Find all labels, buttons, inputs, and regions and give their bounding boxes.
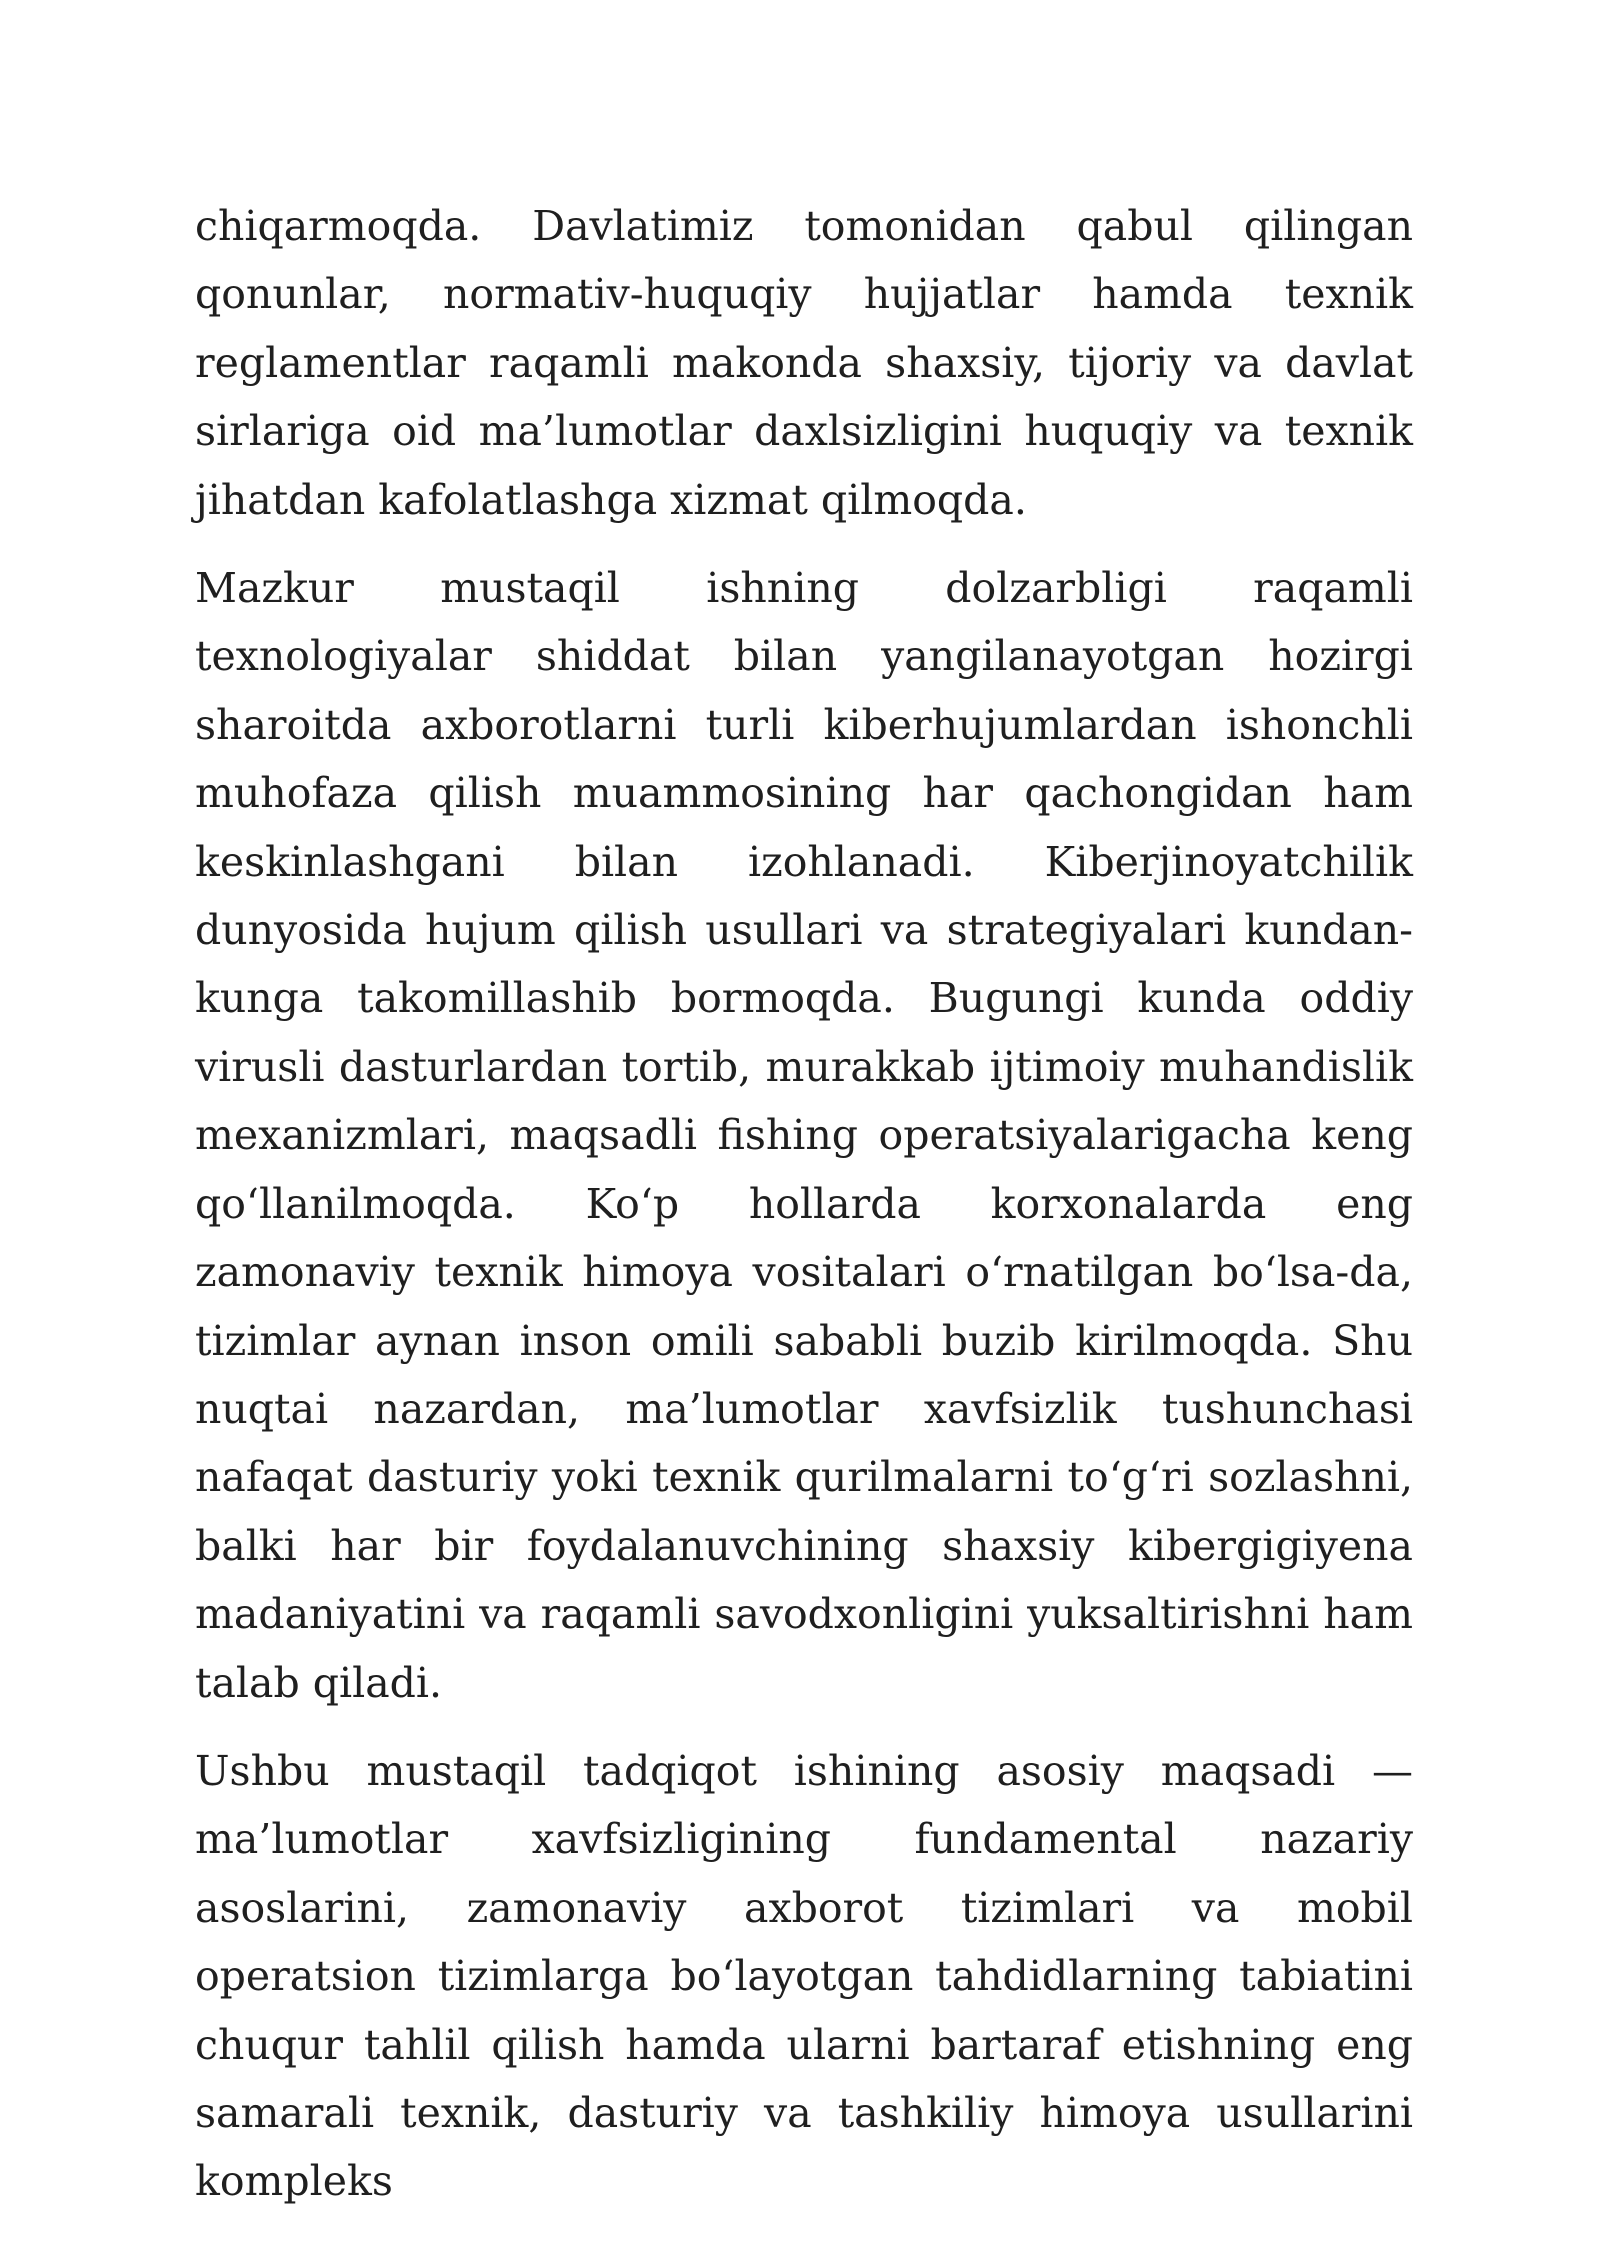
body-text	[195, 192, 1413, 2236]
paragraph-1: chiqarmoqda. Davlatimiz tomonidan qabul qilingan qonunlar, normativ-huquqiy hujjatlar hamda texnik reglamentlar raqamli makonda shaxsiy, tijoriy va davlat sirlariga oid ma’lumotlar daxlsizligini huquqiy va texnik jihatdan kafolatlashga xizmat qilmoqda.	[195, 202, 1413, 524]
paragraph-3: Ushbu mustaqil tadqiqot ishining asosiy maqsadi — ma’lumotlar xavfsizligining fundamental nazariy asoslarini, zamonaviy axborot tizimlari va mobil operatsion tizimlarga bo‘layotgan tahdidlarning tabiatini chuqur tahlil qilish hamda ularni bartaraf etishning eng samarali texnik, dasturiy va tashkiliy himoya usullarini kompleks	[195, 1746, 1413, 2206]
paragraph-2: Mazkur mustaqil ishning dolzarbligi raqamli texnologiyalar shiddat bilan yangilanayotgan hozirgi sharoitda axborotlarni turli kiberhujumlardan ishonchli muhofaza qilish muammosining har qachongidan ham keskinlashgani bilan izohlanadi. Kiberjinoyatchilik dunyosida hujum qilish usullari va strategiyalari kundan-kunga takomillashib bormoqda. Bugungi kunda oddiy virusli dasturlardan tortib, murakkab ijtimoiy muhandislik mexanizmlari, maqsadli fishing operatsiyalarigacha keng qo‘llanilmoqda. Ko‘p hollarda korxonalarda eng zamonaviy texnik himoya vositalari o‘rnatilgan bo‘lsa-da, tizimlar aynan inson omili sababli buzib kirilmoqda. Shu nuqtai nazardan, ma’lumotlar xavfsizlik tushunchasi nafaqat dasturiy yoki texnik qurilmalarni to‘g‘ri sozlashni, balki har bir foydalanuvchining shaxsiy kibergigiyena madaniyatini va raqamli savodxonligini yuksaltirishni ham talab qiladi.	[195, 564, 1413, 1707]
